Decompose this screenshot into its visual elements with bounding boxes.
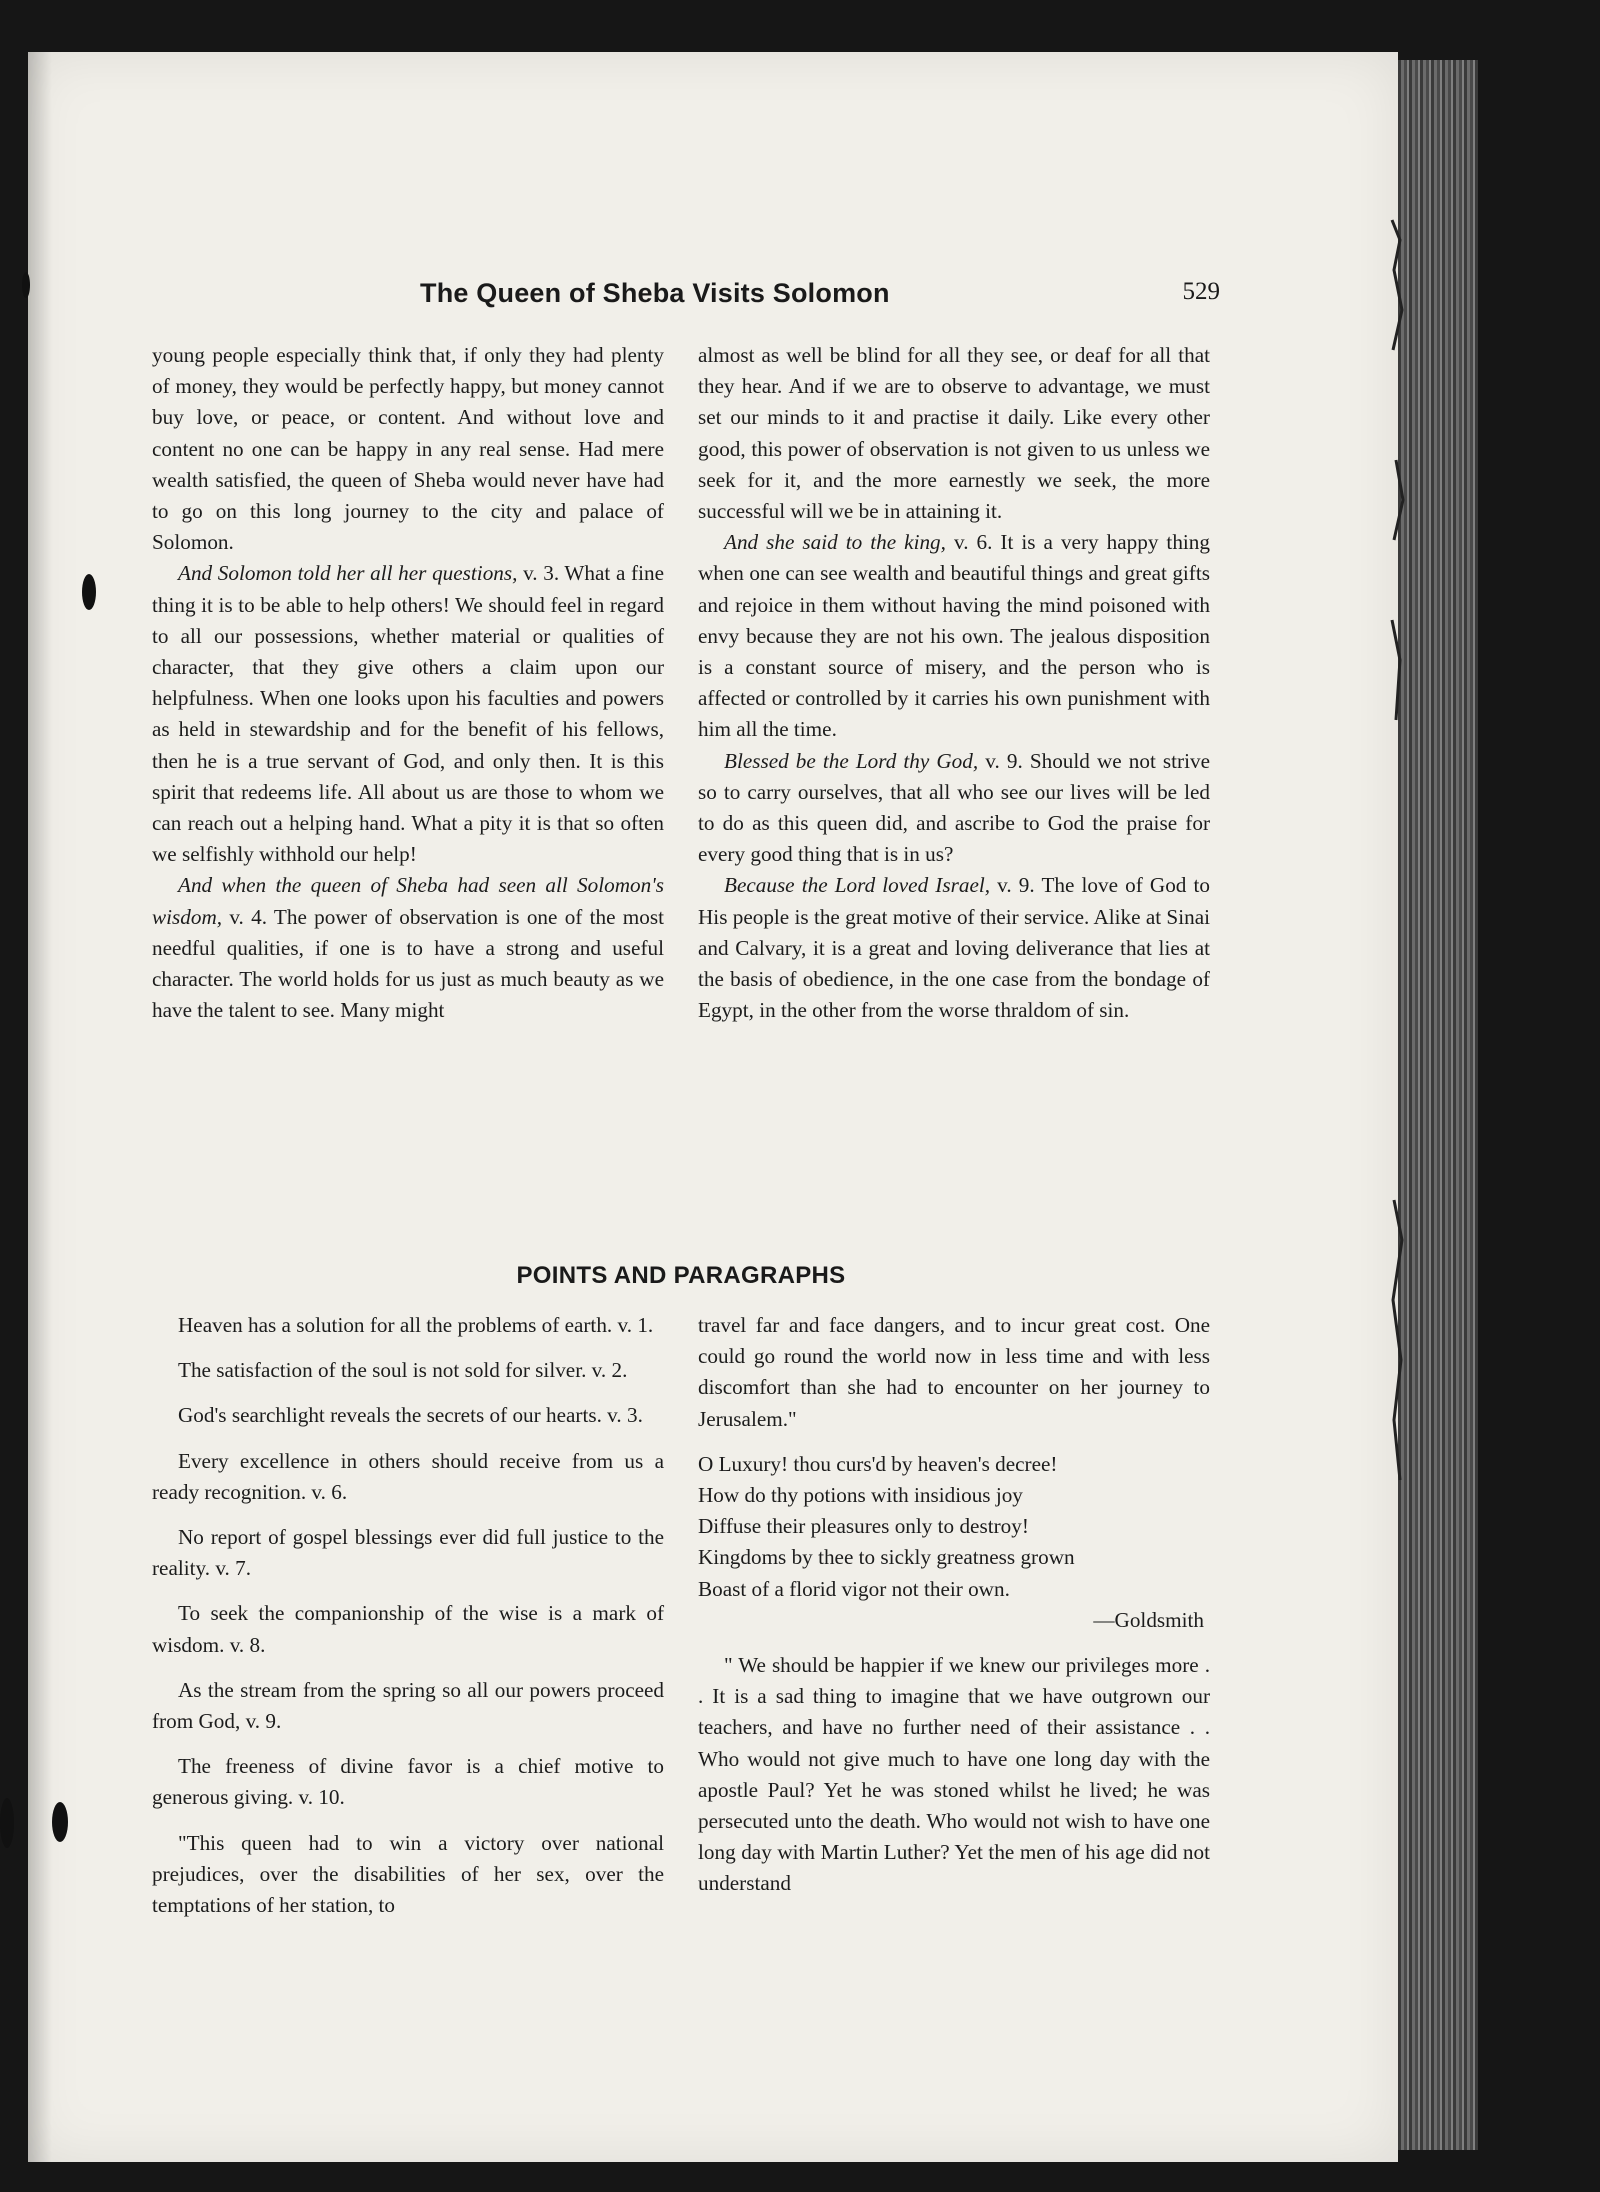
paragraph-text: v. 4. The power of observation is one of the most needful qualities, if one is to have a strong and useful character. The world holds for us just as much beauty as we have the talent to see. Many might (152, 904, 664, 1023)
final-quote: " We should be happier if we knew our privileges more . . It is a sad thing to imagine that we have outgrown our teachers, and have no further need of their assistance . . Who would not give much to have one long day with the apostle Paul? Yet he was stoned whilst he lived; he was persecuted unto the death. Who would not wish to have one long day with Martin Luther? Yet the men of his age did not understand (698, 1653, 1210, 1896)
poem-attribution: —Goldsmith (1093, 1607, 1204, 1632)
paragraph-text: v. 9. The love of God to His people is the great motive of their service. Alike at Sinai and Calvary, it is a great and loving deliverance that lies at the basis of obedience, in the one case from the bondage of Egypt, in the other from the worse thraldom of sin. (698, 873, 1210, 1023)
points-right-column (698, 1310, 1210, 1900)
poem-line: Boast of a florid vigor not their own. (698, 1576, 1010, 1601)
poem-line: Diffuse their pleasures only to destroy! (698, 1514, 1029, 1539)
lemma: And Solomon told her all her questions, (178, 561, 518, 586)
paragraph (152, 870, 664, 1026)
binding-mark (22, 272, 30, 298)
paragraph-text: v. 9. Should we not strive so to carry ourselves, that all who see our lives will be led to do as this queen did, and ascribe to God the praise for every good thing that is in us? (698, 748, 1210, 867)
poem (698, 1449, 1210, 1605)
top-right-column (698, 340, 1210, 1026)
lemma: Because the Lord loved Israel, (724, 873, 991, 898)
punch-hole-1 (82, 574, 96, 610)
top-left-column (152, 340, 664, 1026)
point-item: "This queen had to win a victory over national prejudices, over the disabilities of her sex, over the temptations of her station, to (152, 1830, 664, 1918)
punch-hole-3 (0, 1798, 14, 1848)
quote-continuation: travel far and face dangers, and to incur great cost. One could go round the world now in less time and with less discomfort than she had to encounter on her journey to Jerusalem." (698, 1313, 1210, 1431)
point-item: Every excellence in others should receive from us a ready recognition. v. 6. (152, 1448, 664, 1504)
paragraph (698, 746, 1210, 871)
spine-shadow (28, 52, 52, 2162)
paragraph-text: v. 3. What a fine thing it is to be able to help others! We should feel in regard to all our possessions, whether material or qualities of character, that they give others a claim upon our helpfulness. When one looks upon his faculties and powers as held in stewardship and for the benefit of his fellows, then he is a true servant of God, and only then. It is this spirit that redeems life. All about us are those to whom we can reach out a helping hand. What a pity it is that so often we selfishly withhold our help! (152, 561, 664, 867)
point-item: Heaven has a solution for all the problems of earth. v. 1. (178, 1313, 654, 1337)
section-heading: POINTS AND PARAGRAPHS (516, 1262, 846, 1289)
point-item: The freeness of divine favor is a chief motive to generous giving. v. 10. (152, 1754, 664, 1810)
poem-line: O Luxury! thou curs'd by heaven's decree! (698, 1451, 1058, 1476)
poem-line: How do thy potions with insidious joy (698, 1483, 1023, 1508)
lemma: And when the queen of Sheba had seen all Solomon's wisdom, (152, 873, 664, 929)
punch-hole-2 (52, 1802, 68, 1842)
points-left-column (152, 1310, 664, 1935)
page-edge-marks (1388, 200, 1408, 1600)
paragraph-text: v. 6. It is a very happy thing when one can see wealth and beautiful things and great gifts and rejoice in them without having the mind poisoned with envy because they are not his own. The jealous disposition is a constant source of misery, and the person who is affected or controlled by it carries his own punishment with him all the time. (698, 530, 1210, 742)
paragraph: young people especially think that, if only they had plenty of money, they would be perfectly happy, but money cannot buy love, or peace, or content. And without love and content no one can be happy in any real sense. Had mere wealth satisfied, the queen of Sheba would never have had to go on this long journey to the city and palace of Solomon. (152, 343, 664, 555)
point-item: No report of gospel blessings ever did full justice to the reality. v. 7. (152, 1525, 664, 1581)
running-title: The Queen of Sheba Visits Solomon (420, 278, 890, 308)
point-item: To seek the companionship of the wise is a mark of wisdom. v. 8. (152, 1601, 664, 1657)
page-number: 529 (1182, 278, 1220, 305)
paragraph (698, 870, 1210, 1026)
poem-line: Kingdoms by thee to sickly greatness grown (698, 1545, 1075, 1570)
point-item: As the stream from the spring so all our powers proceed from God, v. 9. (152, 1677, 664, 1734)
lemma: And she said to the king, (724, 530, 946, 555)
page-block-edge (1398, 60, 1478, 2150)
running-head (150, 270, 1220, 320)
paragraph (698, 527, 1210, 745)
point-item: The satisfaction of the soul is not sold for silver. v. 2. (178, 1358, 628, 1383)
paragraph: almost as well be blind for all they see, or deaf for all that they hear. And if we are to observe to advantage, we must set our minds to it and practise it daily. Like every other good, this power of observation is not given to us unless we seek for it, and the more earnestly we seek, the more successful will we be in attaining it. (698, 343, 1210, 524)
paragraph (152, 558, 664, 870)
lemma: Blessed be the Lord thy God, (724, 748, 979, 773)
point-item: God's searchlight reveals the secrets of our hearts. v. 3. (178, 1403, 643, 1428)
